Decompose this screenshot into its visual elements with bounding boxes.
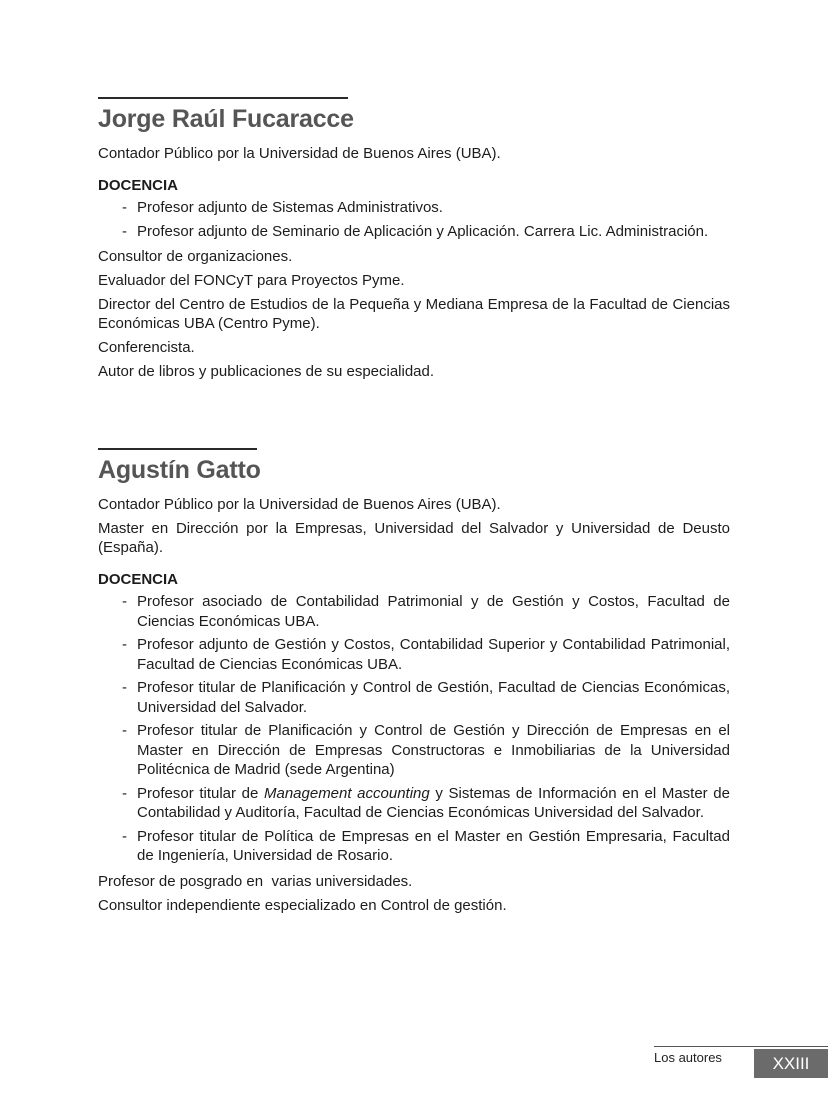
footer-section-label: Los autores [654,1050,722,1065]
author-name: Agustín Gatto [98,456,261,484]
dash-bullet: - [122,222,127,240]
section-title-docencia: DOCENCIA [98,571,179,588]
dash-bullet: - [122,679,127,696]
emphasis-text: Management accounting [263,784,430,802]
bio-line: Consultor independiente especializado en Control de gestión. [98,896,507,914]
list-item: - Profesor adjunto de Seminario de Aplicación y Aplicación. Carrera Lic. Administración. [122,222,709,240]
dash-bullet: - [122,784,127,802]
list-item: - Profesor titular de Planificación y Control de Gestión, Facultad de Ciencias Económicas, Universidad del Salvador. [122,679,730,716]
dash-bullet: - [122,722,127,739]
list-item: - Profesor adjunto de Sistemas Administrativos. [122,199,443,216]
list-item: - Profesor asociado de Contabilidad Patrimonial y de Gestión y Costos, Facultad de Ciencias Económicas UBA. [122,593,730,630]
dash-bullet: - [122,636,127,653]
dash-bullet: - [122,827,127,845]
page-number-badge: XXIII [754,1049,828,1078]
author-block-fucaracce [98,97,730,386]
page-footer [654,1046,828,1078]
list-item: - Profesor titular de Política de Empresas en el Master en Gestión Empresaria, Facultad de Ingeniería, Universidad de Rosario. [122,827,730,864]
intro-text: Master en Dirección por la Empresas, Universidad del Salvador y Universidad de Deusto (España). [98,520,730,556]
bio-line: Profesor de posgrado en varias universidades. [98,872,413,890]
dash-bullet: - [122,199,127,216]
bio-line: Conferencista. [98,339,195,356]
author-name: Jorge Raúl Fucaracce [98,105,354,133]
author-block-gatto [98,448,730,920]
bio-line: Autor de libros y publicaciones de su especialidad. [98,363,435,380]
intro-text: Contador Público por la Universidad de Buenos Aires (UBA). [98,496,501,513]
dash-bullet: - [122,593,127,610]
bio-line: Consultor de organizaciones. [98,248,293,265]
bio-line: Director del Centro de Estudios de la Pequeña y Mediana Empresa de la Facultad de Ciencias Económicas UBA (Centro Pyme). [98,296,730,332]
list-item: - Profesor titular de Management accounting y Sistemas de Información en el Master de Contabilidad y Auditoría, Facultad de Ciencias Económicas Universidad del Salvador. [122,784,730,821]
teaching-list [98,592,730,866]
teaching-list [98,198,730,241]
list-item: - Profesor adjunto de Gestión y Costos, Contabilidad Superior y Contabilidad Patrimonial, Facultad de Ciencias Económicas UBA. [122,636,730,673]
heading-rule [98,97,348,99]
bio-line: Evaluador del FONCyT para Proyectos Pyme. [98,272,405,289]
heading-rule [98,448,257,450]
section-title-docencia: DOCENCIA [98,177,179,194]
list-item: - Profesor titular de Planificación y Control de Gestión y Dirección de Empresas en el Master en Dirección de Empresas Constructoras e Inmobiliarias de la Universidad Politécnica de Madrid (sede Argentina) [122,722,730,778]
intro-text: Contador Público por la Universidad de Buenos Aires (UBA). [98,145,501,162]
footer-rule [654,1046,828,1047]
